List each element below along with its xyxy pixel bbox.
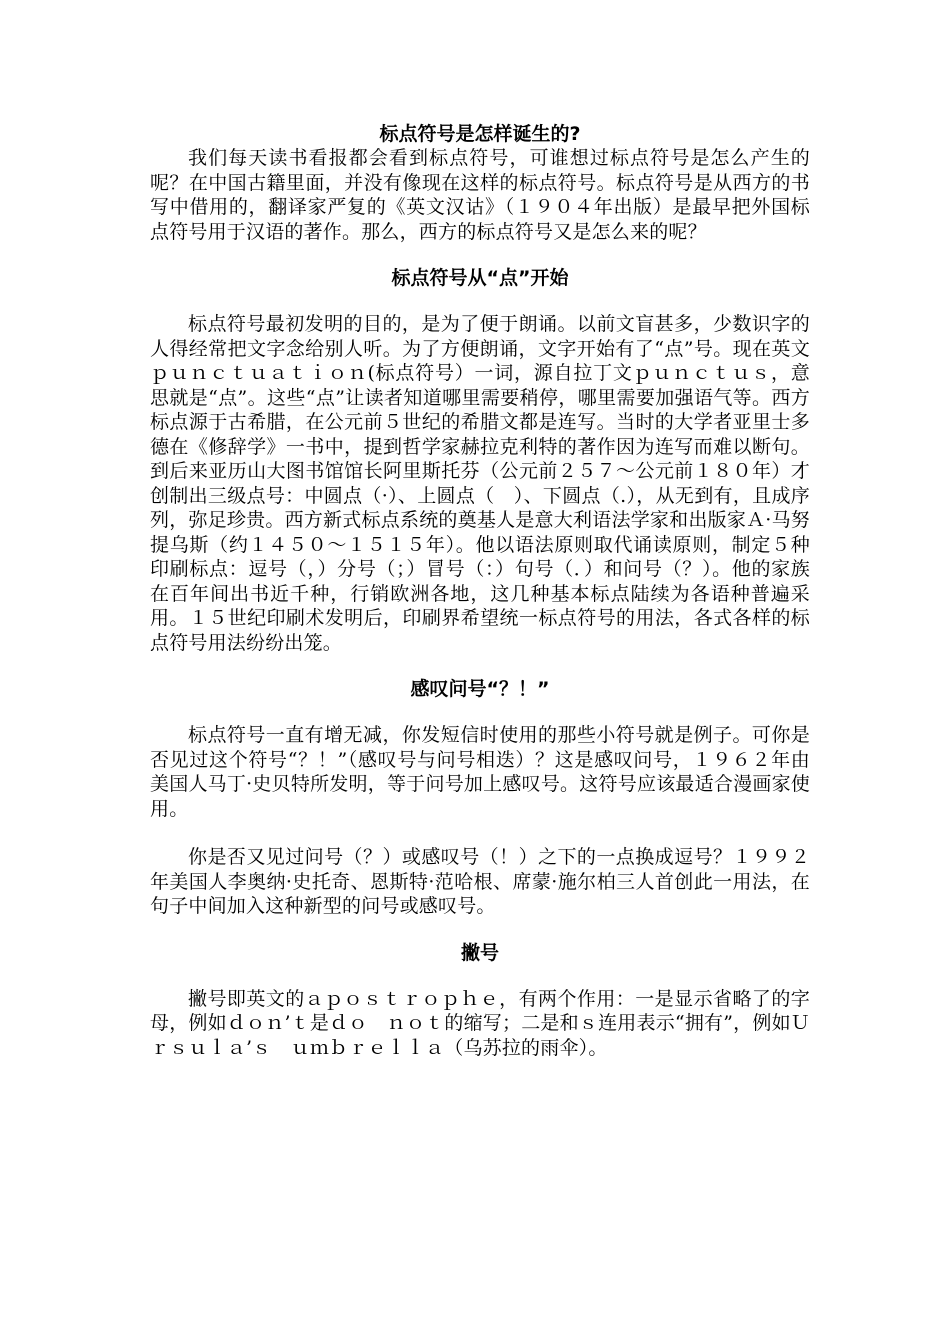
spacer bbox=[150, 701, 810, 723]
section-heading-interrobang: 感叹问号“？！” bbox=[410, 678, 550, 700]
spacer bbox=[150, 821, 810, 845]
section-paragraph: 你是否又见过问号（？）或感叹号（！）之下的一点换成逗号？１９９２年美国人李奥纳·史托奇、恩斯特·范哈根、席蒙·施尔柏三人首创此一用法，在句子中间加入这种新型的问号或感叹号。 bbox=[150, 846, 810, 917]
spacer bbox=[150, 919, 810, 941]
document-title: 标点符号是怎样诞生的? bbox=[379, 123, 581, 145]
spacer bbox=[150, 290, 810, 312]
section-paragraph: 撇号即英文的ａｐｏｓｔｒｏｐｈｅ，有两个作用：一是显示省略了的字母，例如ｄｏｎ’ｔ是ｄｏ ｎｏｔ的缩写；二是和ｓ连用表示“拥有”，例如Ｕｒｓｕｌａ’ｓ ｕｍｂｒｅｌｌａ（乌苏拉的雨伞）。 bbox=[150, 987, 810, 1059]
section-heading-dot: 标点符号从“点”开始 bbox=[391, 267, 569, 289]
spacer bbox=[150, 655, 810, 677]
section-paragraph: 标点符号一直有增无减，你发短信时使用的那些小符号就是例子。可你是否见过这个符号“？！”（感叹号与问号相迭）？这是感叹问号，１９６２年由美国人马丁·史贝特所发明，等于问号加上感叹号。这符号应该最适合漫画家使用。 bbox=[150, 724, 810, 820]
section-heading-apostrophe: 撇号 bbox=[460, 941, 499, 964]
document-page bbox=[150, 122, 810, 1060]
intro-paragraph: 我们每天读书看报都会看到标点符号，可谁想过标点符号是怎么产生的呢？在中国古籍里面，并没有像现在这样的标点符号。标点符号是从西方的书写中借用的，翻译家严复的《英文汉诂》（１９０４年出版）是最早把外国标点符号用于汉语的著作。那么，西方的标点符号又是怎么来的呢？ bbox=[150, 147, 810, 243]
spacer bbox=[150, 965, 810, 987]
spacer bbox=[150, 244, 810, 266]
section-paragraph: 标点符号最初发明的目的，是为了便于朗诵。以前文盲甚多，少数识字的人得经常把文字念给别人听。为了方便朗诵，文字开始有了“点”号。现在英文ｐｕｎｃｔｕａｔｉｏｎ(标点符号）一词，源自拉丁文ｐｕｎｃｔｕｓ，意思就是“点”。这些“点”让读者知道哪里需要稍停，哪里需要加强语气等。西方标点源于古希腊，在公元前５世纪的希腊文都是连写。当时的大学者亚里士多德在《修辞学》一书中，提到哲学家赫拉克利特的著作因为连写而难以断句。到后来亚历山大图书馆馆长阿里斯托芬（公元前２５７～公元前１８０年）才创制出三级点号：中圆点（·）、上圆点（ ）、下圆点（.），从无到有，且成序列，弥足珍贵。西方新式标点系统的奠基人是意大利语法学家和出版家Ａ·马努提乌斯（约１４５０～１５１５年）。他以语法原则取代诵读原则，制定５种印刷标点：逗号（，）分号（；）冒号（：）句号（．）和问号（？）。他的家族在百年间出书近千种，行销欧洲各地，这几种基本标点陆续为各语种普遍采用。１５世纪印刷术发明后，印刷界希望统一标点符号的用法，各式各样的标点符号用法纷纷出笼。 bbox=[150, 313, 810, 654]
